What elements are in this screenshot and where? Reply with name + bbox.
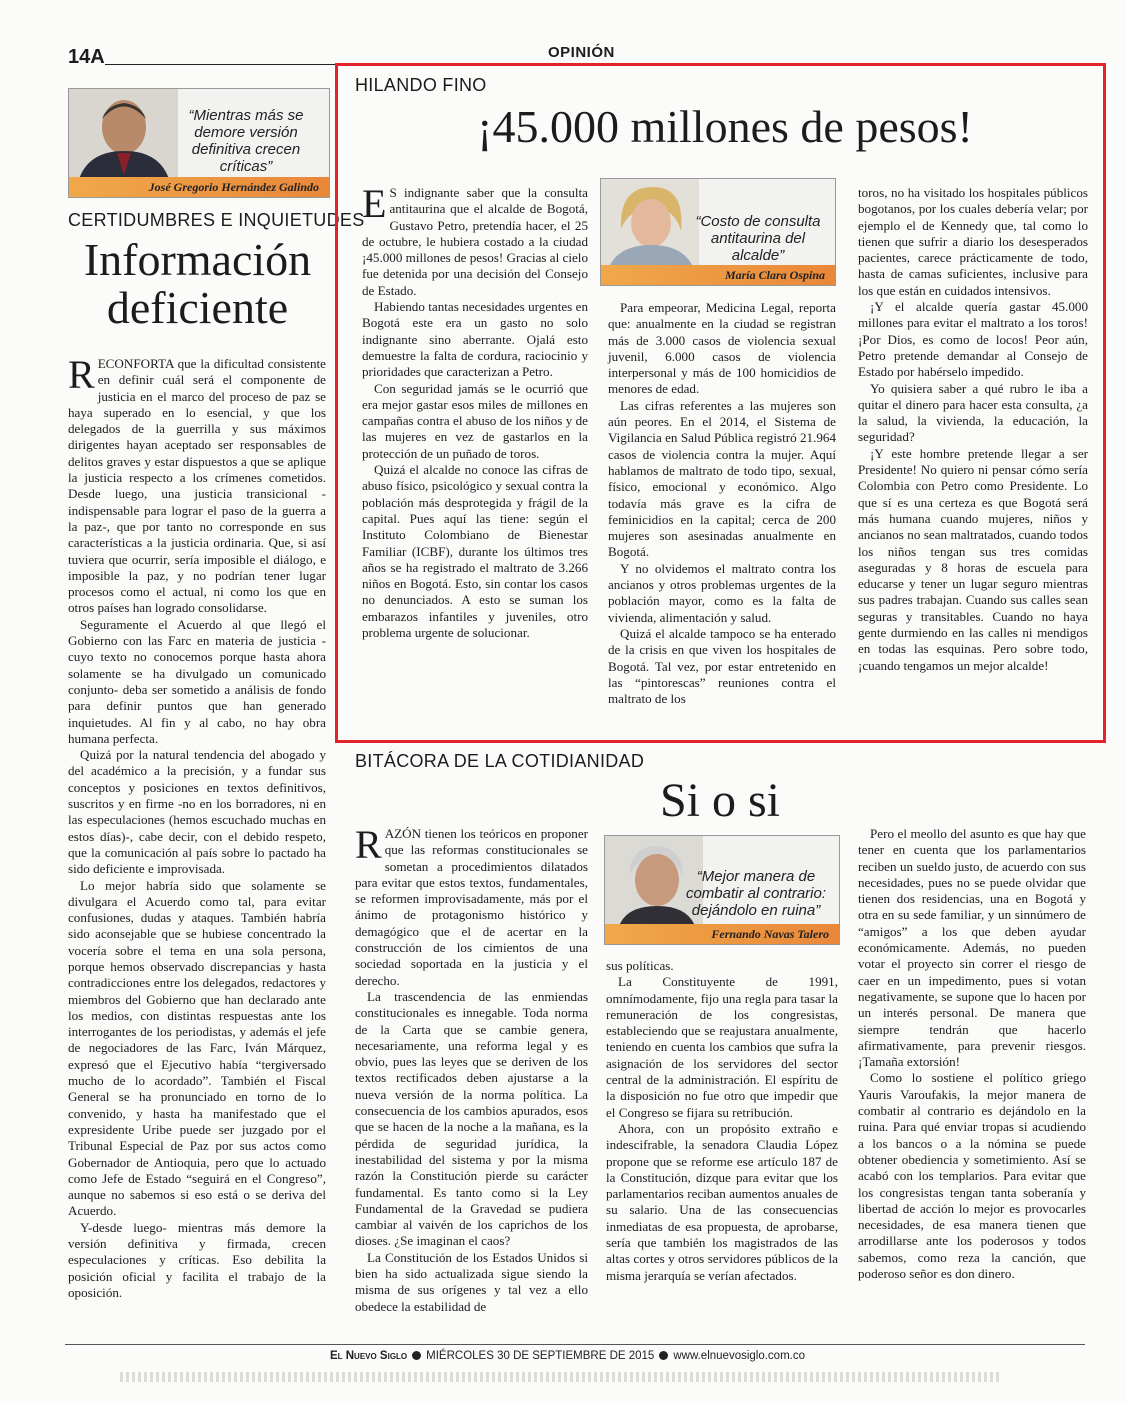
paragraph: ¡Y este hombre pretende llegar a ser Presidente! No quiero ni pensar cómo sería Colombia con Petro como Presidente. Lo que sí es una certeza es que Bogotá será más humana cuando mujeres, niños y ancianos no sean maltratados, cuando todos los niños tengan sus tres comidas aseguradas y 8 horas de escuela para educarse y tener un lugar seguro mientras sus padres trabajan. Cuando sus calles sean seguras y transitables. Cuando no haya gente durmiendo en las calles ni mendigos en todas las esquinas. Pero sobre todo, ¡cuando tengamos un mejor alcalde!: [858, 445, 1088, 673]
top-headline: ¡45.000 millones de pesos!: [477, 101, 973, 152]
bottom-quote-box: [604, 835, 840, 945]
paragraph: Las cifras referentes a las mujeres son aún peores. En el 2014, el Sistema de Vigilancia en Salud Pública registró 21.964 casos de violencia contra la mujer. Aquí hablamos de maltrato de todo tipo, sexual, físico, emocional y económico. Algo todavía más grave es la cifra de feminicidios en la capital; cerca de 200 mujeres son asesinadas anualmente en Bogotá.: [608, 397, 836, 560]
pull-quote: “Mientras más se demore versión definitiva crecen críticas”: [188, 107, 304, 175]
left-headline: [60, 236, 335, 333]
top-article-col-1: [362, 181, 588, 641]
left-article-body: [68, 352, 326, 1301]
newspaper-brand: El Nuevo Siglo: [330, 1350, 408, 1362]
left-quote-box: [68, 88, 330, 198]
paragraph: Para empeorar, Medicina Legal, reporta que: anualmente en la ciudad se registran más de 3.000 casos de violencia sexual juvenil, 6.000 casos de violencia interpersonal y más de 100 homicidios de menores de edad.: [608, 300, 836, 397]
bottom-kicker: BITÁCORA DE LA COTIDIANIDAD: [355, 751, 645, 771]
pull-quote: “Costo de consulta antitaurina del alcalde”: [695, 213, 821, 264]
page-number: 14A: [68, 46, 105, 68]
bottom-article-col-3: [858, 826, 1086, 1282]
fine-print-strip: [120, 1372, 1000, 1382]
section-title: OPINIÓN: [548, 44, 615, 61]
drop-cap: E: [362, 181, 387, 226]
paragraph: ¡Y el alcalde quería gastar 45.000 millones para evitar el maltrato a los toros! ¡Por Dios, es como de locos! Peor aún, Petro pretende demandar al Consejo de Estado por habérselo impedido.: [858, 299, 1088, 380]
paragraph: Yo quisiera saber a qué rubro le iba a quitar el dinero para hacer esta consulta, ¿a la salud, la vivienda, la educación, la seguridad?: [858, 380, 1088, 445]
paragraph: Y no olvidemos el maltrato contra los ancianos y otros problemas urgentes de la población mayor, como es la falta de vivienda, alimentación y salud.: [608, 560, 836, 625]
paragraph: La trascendencia de las enmiendas constitucionales es innegable. Toda norma de la Carta que se cambie genera, necesariamente, una reforma legal y es obvio, pues las leyes que se deriven de los textos rectificados deben ajustarse a la nueva versión de la norma política. La consecuencia de los cambios apurados, esos que se hacen de la noche a la mañana, es la pérdida de seguridad jurídica, la inestabilidad del sistema y por la misma razón la Constitución pierde su carácter fundamental. Es tanto como si la Ley Fundamental de la Gravedad se pudiera cambiar al vaivén de los caprichos de los dioses. ¿Se imaginan el caos?: [355, 988, 588, 1249]
paragraph: La Constituyente de 1991, omnímodamente, fijo una regla para tasar la remuneración de los congresistas, estableciendo que se reajustara anualmente, teniendo en cuenta los cambios que sufra la asignación de los servidores del sector central de la administración. El espíritu de la disposición no fue otro que impedir que el Congreso se fijara su retribución.: [606, 974, 838, 1120]
top-kicker: HILANDO FINO: [355, 75, 487, 95]
bottom-headline: Si o si: [659, 774, 781, 827]
website-url[interactable]: www.elnuevosiglo.com.co: [673, 1350, 805, 1362]
author-photo: [601, 179, 699, 265]
author-byline: María Clara Ospina: [601, 265, 835, 285]
author-byline: José Gregorio Hernández Galindo: [69, 177, 329, 197]
paragraph: Y-desde luego- mientras más demore la versión definitiva y firmada, crecen especulaciones y críticas. Eso debilita la posición oficial y facilita el trabajo de la oposición.: [68, 1219, 326, 1300]
left-kicker: CERTIDUMBRES E INQUIETUDES: [68, 210, 365, 230]
paragraph: E S indignante saber que la consulta antitaurina que el alcalde de Bogotá, Gustavo Petro, pretendía hacer, el 25 de octubre, le hubiera costado a la ciudad ¡45.000 millones de pesos! Gracias al cielo fue detenida por una decisión del Consejo de Estado.: [362, 181, 588, 298]
paragraph: Pero el meollo del asunto es que hay que tener en cuenta que los parlamentarios reciben un sueldo justo, de acuerdo con sus necesidades, pues no se puede olvidar que tienen dos residencias, una en Bogotá y otra en su sede familiar, y un sinnúmero de “amigos” a los que deben ayudar económicamente. Además, no pueden votar el proyecto sin correr el riesgo de caer en un impedimento, pues si votan negativamente, se supone que lo hacen por un interés personal. De manera que siempre tendrán que hacerlo afirmativamente, para prevenir riesgos. ¡Tamaña extorsión!: [858, 826, 1086, 1070]
paragraph: Quizá el alcalde no conoce las cifras de abuso físico, psicológico y sexual contra la población más desprotegida y frágil de la capital. Pues aquí las tiene: según el Instituto Colombiano de Bienestar Familiar (ICBF), durante los últimos tres años se ha registrado el maltrato de 3.266 niños en Bogotá. Esto, sin contar los casos no denunciados. A esto se suman los embarazos infantiles y juveniles, otro problema urgente de solucionar.: [362, 462, 588, 641]
bullet-icon: [412, 1351, 421, 1360]
paragraph: toros, no ha visitado los hospitales públicos bogotanos, por los cuales debería velar; por ejemplo el de Kennedy que, tal como lo tienen que sufrir a diario los desesperados pacientes, carece prácticamente de todo, hasta de camas suficientes, inclusive para los que están en cuidados intensivos.: [858, 185, 1088, 298]
top-article-col-3: [858, 185, 1088, 674]
page-footer: [330, 1350, 805, 1362]
bottom-article-col-2: [606, 958, 838, 1284]
paragraph: Con seguridad jamás se le ocurrió que era mejor gastar esos miles de millones en campañas contra el abuso de los niños y de las mujeres en vez de gastarlos en la protección de un puñado de toros.: [362, 380, 588, 461]
pull-quote: “Mejor manera de combatir al contrario: dejándolo en ruina”: [685, 868, 827, 919]
drop-cap: R: [355, 822, 382, 867]
paragraph: RECONFORTA que la dificultad consistente en definir cuál será el componente de justicia en el marco del proceso de paz se haya superado en lo esencial, y que los delegados de la guerrilla y sus máximos dirigentes hayan aceptado ser responsables de delitos graves y estar dispuestos a que se aplique la justicia respecto a los crímenes cometidos. Desde luego, una justicia transicional -indispensable para lograr el paso de la guerra a la paz-, que por tanto no corresponde en sus características a la justicia ordinaria. Que, si así tuviera que ocurrir, sería imposible el diálogo, e imposible la paz, y no podrían tener lugar procesos como el actual, ni como los que en otros países han logrado consolidarse.: [68, 352, 326, 616]
issue-date: MIÉRCOLES 30 DE SEPTIEMBRE DE 2015: [426, 1350, 655, 1362]
left-headline-line-2: deficiente: [106, 282, 289, 334]
bullet-icon: [659, 1351, 668, 1360]
paragraph: Como lo sostiene el político griego Yauris Varoufakis, la mejor manera de combatir al contrario es dejándolo en la ruina. Para qué enviar tropas si acudiendo a los bancos o a la nómina se puede obtener obediencia y sometimiento. Así se acabó con los templarios. Para evitar que los congresistas tengan tanta soberanía y libertad de acción lo mejor es provocarles necesidades, de esa manera tienen que arrodillarse ante los poderosos y todos sabemos, como reza la canción, que poderoso señor es don dinero.: [858, 1070, 1086, 1282]
top-article-col-2: [608, 300, 836, 707]
paragraph: Quizá por la natural tendencia del abogado y del académico a la precisión, y a fundar sus conceptos y posiciones en textos definitivos, suscritos y en firme -no en los borradores, ni en las especulaciones (hemos escuchado muchas en estos días)-, cabe decir, con el debido respeto, que la comunicación al país sobre lo pactado ha sido deficiente e improvisada.: [68, 747, 326, 877]
paragraph: sus políticas.: [606, 958, 674, 973]
paragraph: Habiendo tantas necesidades urgentes en Bogotá este era un gasto no solo indignante sino aberrante. Ojalá esto demuestre la falta de cordura, raciocinio y prioridades que caracterizan a Petro.: [362, 299, 588, 380]
paragraph: Ahora, con un propósito extraño e indescifrable, la senadora Claudia López propone que se reforme ese artículo 187 de la Constitución, dizque para evitar que los parlamentarios reciban aumentos anuales de su salario. Una de las consecuencias inmediatas de esa propuesta, de aprobarse, sería que también los magistrados de las altas cortes y otros servidores públicos de la misma jerarquía se verían afectados.: [606, 1120, 838, 1283]
bottom-article-col-1: [355, 822, 588, 1315]
paragraph: Seguramente el Acuerdo al que llegó el Gobierno con las Farc en materia de justicia -cuyo texto no conocemos porque hasta ahora solamente se ha divulgado un comunicado conjunto- deba ser sometido a análisis de fondo para definir puntos que han generado inquietudes. Al fin y al cabo, no hay obra humana perfecta.: [68, 616, 326, 746]
author-photo: [69, 89, 178, 177]
left-headline-line-1: Información: [83, 234, 312, 285]
top-quote-box: [600, 178, 836, 286]
drop-cap: R: [68, 352, 95, 397]
footer-rule: [65, 1344, 1085, 1345]
author-byline: Fernando Navas Talero: [605, 924, 839, 944]
paragraph: Quizá el alcalde tampoco se ha enterado de la crisis en que viven los hospitales de Bogotá. Tal vez, por estar entretenido en las “pintorescas” reuniones contra el maltrato de los: [608, 625, 836, 707]
paragraph: La Constitución de los Estados Unidos si bien ha sido actualizada sigue siendo la misma de sus orígenes y tal vez a ello obedece la estabilidad de: [355, 1249, 588, 1314]
paragraph: RAZÓN tienen los teóricos en proponer que las reformas constitucionales se sometan a procedimientos dilatados para evitar que estos textos, fundamentales, se reformen improvisadamente, más por el ánimo de protagonismo histórico y demagógico que el de acertar en la construcción de los cimientos de una sociedad soportada en la justicia y el derecho.: [355, 822, 588, 988]
paragraph: Lo mejor habría sido que solamente se divulgara el Acuerdo como tal, para evitar confusiones, dudas y ataques. También habría sido aconsejable que se hubiese concentrado la vocería sobre el tema en una sola persona, porque hemos observado discrepancias y hasta contradicciones entre los delegados, redactores y miembros del Gobierno que han declarado ante los medios, con distintas respuestas ante los interrogantes de los periodistas, y además el jefe de negociadores de las Farc, Iván Márquez, expresó que el Ejecutivo había “tergiversado mucho de lo acordado”. También el Fiscal General se ha pronunciado en torno de lo convenido, y hasta ha manifestado que el expresidente Uribe puede ser juzgado por el Tribunal Especial de Paz por sus actos como Gobernador de Antioquia, pero que lo actuado como Jefe de Estado “seguirá en el Congreso”, aunque no sabemos si eso está o se deriva del Acuerdo.: [68, 877, 326, 1219]
